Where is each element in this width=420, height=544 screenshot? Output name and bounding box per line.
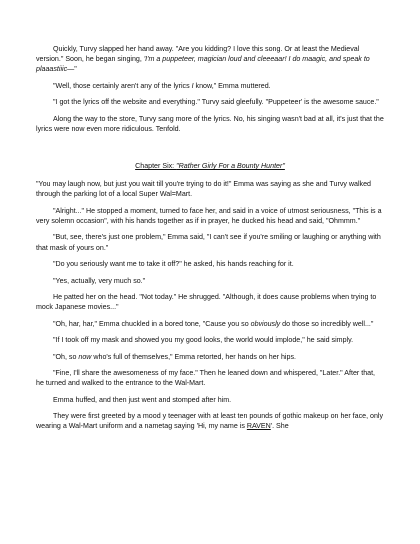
text-run: "Yes, actually, very much so."	[53, 276, 146, 285]
text-run: do those so incredibly well..."	[280, 319, 374, 328]
paragraph	[36, 206, 384, 226]
text-run: Emma huffed, and then just went and stomped after him.	[53, 395, 232, 404]
paragraph	[36, 232, 384, 252]
paragraph	[36, 319, 384, 329]
text-run: "If I took off my mask and showed you my good looks, the world would implode," he said simply.	[53, 336, 354, 345]
paragraph	[36, 97, 384, 107]
text-run: Along the way to the store, Turvy sang more of the lyrics. No, his singing wasn't bad at all, it's just that the lyrics were now even more ridiculous. Tenfold.	[36, 114, 384, 133]
paragraph	[36, 114, 384, 134]
section-after	[36, 179, 384, 431]
paragraph	[36, 292, 384, 312]
text-run: "Oh, har, har," Emma chuckled in a bored tone, "Cause you so	[53, 319, 251, 328]
section-before	[36, 44, 384, 134]
text-run: '. She	[270, 422, 289, 431]
text-run: "	[74, 65, 77, 74]
chapter-heading	[36, 161, 384, 171]
text-run: 'I'm a puppeteer, magician loud and cleeeaar! I do maagic, and speak to plaaastiiic—	[36, 55, 370, 74]
chapter-label: Chapter Six:	[135, 162, 177, 171]
paragraph	[36, 259, 384, 269]
section-gap	[36, 140, 384, 161]
paragraph	[36, 368, 384, 388]
text-run: I	[191, 81, 194, 90]
text-run: "Well, those certainly aren't any of the lyrics	[53, 81, 192, 90]
text-run: "Do you seriously want me to take it off?" he asked, his hands reaching for it.	[53, 260, 294, 269]
paragraph	[36, 352, 384, 362]
paragraph	[36, 81, 384, 91]
text-run: "I got the lyrics off the website and everything." Turvy said gleefully. "Puppeteer' is the awesome sauce."	[53, 98, 379, 107]
text-run: RAVEN	[246, 422, 271, 431]
paragraph	[36, 335, 384, 345]
text-run: They were first greeted by a mood y teenager with at least ten pounds of gothic makeup on her face, only wearing a Wal-Mart uniform and a nametag saying 'Hi, my name is	[36, 412, 384, 431]
text-run: know," Emma muttered.	[193, 81, 271, 90]
text-run: now	[78, 352, 92, 361]
chapter-title: "Rather Girly For a Bounty Hunter"	[176, 162, 285, 171]
text-run: "Oh, so	[53, 352, 79, 361]
text-run: "But, see, there's just one problem," Emma said, "I can't see if you're smiling or laughing or anything with that mask of yours on."	[36, 233, 381, 252]
text-run: "You may laugh now, but just you wait till you're trying to do it!" Emma was saying as she and Turvy walked through the parking lot of a local Super Wal=Mart.	[36, 180, 371, 199]
text-run: "Alright..." He stopped a moment, turned to face her, and said in a voice of utmost seriousness, "This is a very solemn occasion", with his hands together as if in prayer, he ducked his head and said, "Ohmmm."	[36, 206, 382, 225]
text-run: "Fine, I'll share the awesomeness of my face." Then he leaned down and whispered, "Later." After that, he turned and walked to the entrance to the Wal-Mart.	[36, 369, 376, 388]
text-run: obviously	[250, 319, 281, 328]
paragraph	[36, 395, 384, 405]
paragraph	[36, 179, 384, 199]
text-run: Quickly, Turvy slapped her hand away. "Are you kidding? I love this song. Or at least the Medieval version." Soon, he began singing,	[36, 45, 360, 64]
text-run: He patted her on the head. "Not today." He shrugged. "Although, it does cause problems when trying to mock Japanese movies..."	[36, 293, 377, 312]
paragraph	[36, 276, 384, 286]
story-text	[36, 44, 384, 431]
paragraph	[36, 44, 384, 74]
paragraph	[36, 411, 384, 431]
text-run: who's full of themselves," Emma retorted, her hands on her hips.	[91, 352, 296, 361]
